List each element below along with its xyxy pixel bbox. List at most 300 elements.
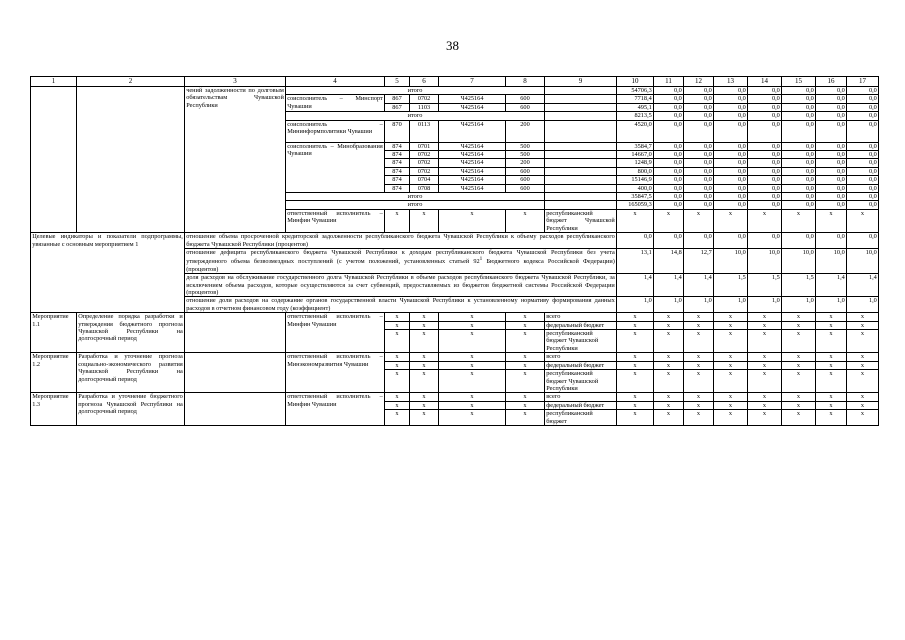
value-cell: x xyxy=(714,361,748,369)
budget-table xyxy=(30,76,879,426)
value-cell: 0,0 xyxy=(847,176,879,184)
code-cell: Ч425164 xyxy=(439,159,506,167)
indicator-row xyxy=(31,233,879,249)
value-cell: 0,0 xyxy=(847,120,879,142)
source-cell xyxy=(545,87,617,95)
value-cell: 0,0 xyxy=(816,87,847,95)
value-cell: x xyxy=(617,370,654,393)
value-cell: x xyxy=(684,313,714,321)
value-cell: x xyxy=(847,361,879,369)
measure-label: Мероприятие 1.3 xyxy=(31,393,77,426)
value-cell: x xyxy=(847,209,879,232)
code-cell: 0113 xyxy=(410,120,439,142)
header-cell: 14 xyxy=(748,77,782,87)
value-cell: x xyxy=(748,410,782,426)
header-cell: 9 xyxy=(545,77,617,87)
value-cell: x xyxy=(782,353,816,361)
value-cell: x xyxy=(748,330,782,353)
code-cell: x xyxy=(410,330,439,353)
value-cell: 0,0 xyxy=(748,193,782,201)
value-cell: 0,0 xyxy=(847,142,879,150)
code-cell: x xyxy=(439,393,506,401)
source-cell xyxy=(545,95,617,103)
code-cell: 500 xyxy=(506,151,545,159)
value-cell: x xyxy=(782,410,816,426)
indicators-label: Целевые индикаторы и показатели подпрограммы, увязанные с основным мероприятием 1 xyxy=(31,233,185,313)
value-cell: 0,0 xyxy=(684,95,714,103)
value-cell: 0,0 xyxy=(748,142,782,150)
value-cell: x xyxy=(654,401,684,409)
source-cell xyxy=(545,120,617,142)
value-cell: 0,0 xyxy=(684,159,714,167)
value-cell: 0,0 xyxy=(654,103,684,111)
value-cell: 0,0 xyxy=(714,142,748,150)
value-cell: x xyxy=(748,313,782,321)
value-cell: 1,4 xyxy=(816,274,847,297)
code-cell: x xyxy=(506,370,545,393)
value-cell: x xyxy=(816,370,847,393)
value-cell: x xyxy=(816,209,847,232)
value-cell: x xyxy=(654,209,684,232)
executor-cell: ответственный исполнитель – Минэкономразвития Чувашии xyxy=(286,353,385,393)
value-cell: 1,0 xyxy=(748,297,782,313)
value-cell: x xyxy=(816,353,847,361)
value-cell: 0,0 xyxy=(816,159,847,167)
value-cell: x xyxy=(617,353,654,361)
code-cell: 200 xyxy=(506,159,545,167)
header-cell: 4 xyxy=(286,77,385,87)
code-cell: x xyxy=(506,330,545,353)
value-cell: 12,7 xyxy=(684,248,714,273)
value-cell: 1,0 xyxy=(684,297,714,313)
value-cell: x xyxy=(748,401,782,409)
value-cell: 165059,3 xyxy=(617,201,654,209)
value-cell: 0,0 xyxy=(782,201,816,209)
code-cell: x xyxy=(410,313,439,321)
value-cell: 0,0 xyxy=(816,112,847,120)
header-cell: 7 xyxy=(439,77,506,87)
value-cell: 0,0 xyxy=(684,167,714,175)
value-cell: x xyxy=(654,313,684,321)
value-cell: x xyxy=(617,393,654,401)
value-cell: 14,8 xyxy=(654,248,684,273)
value-cell: 0,0 xyxy=(782,159,816,167)
executor-cell: ответственный исполнитель – Минфин Чувашии xyxy=(286,209,385,232)
code-cell: x xyxy=(410,361,439,369)
value-cell: x xyxy=(816,321,847,329)
code-cell: x xyxy=(385,313,410,321)
measure-description: Определение порядка разработки и утверждения бюджетного прогноза Чувашской Республики на долгосрочный период xyxy=(77,313,185,353)
source-cell: республиканский бюджет Чувашской Республики xyxy=(545,330,617,353)
value-cell: x xyxy=(617,209,654,232)
value-cell: 15146,9 xyxy=(617,176,654,184)
code-cell: x xyxy=(439,370,506,393)
value-cell: 0,0 xyxy=(684,184,714,192)
code-cell: Ч425164 xyxy=(439,95,506,103)
value-cell: x xyxy=(684,410,714,426)
source-cell xyxy=(545,103,617,111)
value-cell: x xyxy=(714,353,748,361)
value-cell: 0,0 xyxy=(654,193,684,201)
source-cell: республиканский бюджет Чувашской Республики xyxy=(546,209,615,232)
executor-cell: ответственный исполнитель – Минфин Чувашии xyxy=(286,393,385,426)
value-cell: x xyxy=(714,410,748,426)
value-cell: 0,0 xyxy=(847,87,879,95)
value-cell: 1,4 xyxy=(847,274,879,297)
value-cell: x xyxy=(782,370,816,393)
table-row xyxy=(31,87,879,95)
value-cell: 0,0 xyxy=(782,142,816,150)
indicator-text-part: отношение дефицита республиканского бюджета Чувашской Республики к доходам республиканского бюджета Чувашской Республики без учета утвержденного объема безвозмездных поступлений (с учетом положений, установленных статьей 92 xyxy=(186,248,615,266)
value-cell: 0,0 xyxy=(816,103,847,111)
value-cell: x xyxy=(748,321,782,329)
value-cell: x xyxy=(847,353,879,361)
code-cell: x xyxy=(506,393,545,401)
code-cell: Ч425164 xyxy=(439,184,506,192)
header-cell: 6 xyxy=(410,77,439,87)
value-cell: 0,0 xyxy=(782,95,816,103)
value-cell: x xyxy=(816,313,847,321)
value-cell: 0,0 xyxy=(748,201,782,209)
source-cell: всего xyxy=(545,313,617,321)
value-cell: x xyxy=(684,361,714,369)
value-cell: 0,0 xyxy=(816,151,847,159)
code-cell: 500 xyxy=(506,142,545,150)
code-cell: x xyxy=(410,401,439,409)
code-cell: x xyxy=(439,321,506,329)
value-cell: 800,0 xyxy=(617,167,654,175)
value-cell: x xyxy=(684,353,714,361)
indicator-text: отношение объема просроченной кредиторской задолженности республиканского бюджета Чувашской Республики к объему расходов республиканского бюджета Чувашской Республики (процентов) xyxy=(186,233,615,248)
code-cell: Ч425164 xyxy=(439,151,506,159)
value-cell: 0,0 xyxy=(654,201,684,209)
code-cell: 874 xyxy=(385,184,410,192)
value-cell: 1,4 xyxy=(684,274,714,297)
value-cell: 0,0 xyxy=(654,87,684,95)
value-cell: 0,0 xyxy=(714,112,748,120)
value-cell: x xyxy=(782,361,816,369)
value-cell: 0,0 xyxy=(748,167,782,175)
value-cell: 0,0 xyxy=(714,184,748,192)
value-cell: 0,0 xyxy=(816,95,847,103)
measure-row xyxy=(31,313,879,321)
value-cell: 10,0 xyxy=(816,248,847,273)
source-cell xyxy=(545,142,617,150)
code-cell: x xyxy=(410,370,439,393)
measure-description: Разработка и уточнение бюджетного прогноза Чувашской Республики на долгосрочный период xyxy=(77,393,185,426)
measure-row xyxy=(31,393,879,401)
code-cell: 0701 xyxy=(410,142,439,150)
value-cell: x xyxy=(684,401,714,409)
value-cell: 0,0 xyxy=(748,159,782,167)
source-cell xyxy=(545,176,617,184)
value-cell: 0,0 xyxy=(847,103,879,111)
header-cell: 5 xyxy=(385,77,410,87)
code-cell: x xyxy=(385,321,410,329)
value-cell: 0,0 xyxy=(684,201,714,209)
value-cell: 0,0 xyxy=(816,233,847,249)
header-row xyxy=(31,77,879,87)
header-cell: 13 xyxy=(714,77,748,87)
measure-label: Мероприятие 1.2 xyxy=(31,353,77,393)
value-cell: 0,0 xyxy=(847,151,879,159)
code-cell: 867 xyxy=(385,95,410,103)
value-cell: x xyxy=(654,361,684,369)
value-cell: 1,5 xyxy=(782,274,816,297)
code-cell: 874 xyxy=(385,159,410,167)
col3-cell xyxy=(185,313,286,353)
code-cell: Ч425164 xyxy=(439,120,506,142)
code-cell: 1103 xyxy=(410,103,439,111)
source-cell xyxy=(545,167,617,175)
source-cell: всего xyxy=(545,353,617,361)
total-label: итого xyxy=(286,201,545,209)
code-cell: x xyxy=(439,401,506,409)
code-cell: 874 xyxy=(385,167,410,175)
value-cell: 0,0 xyxy=(816,176,847,184)
value-cell: 0,0 xyxy=(654,184,684,192)
value-cell: 0,0 xyxy=(748,95,782,103)
header-cell: 8 xyxy=(506,77,545,87)
value-cell: 0,0 xyxy=(654,167,684,175)
value-cell: 3584,7 xyxy=(617,142,654,150)
value-cell: 1,0 xyxy=(654,297,684,313)
value-cell: x xyxy=(714,321,748,329)
header-cell: 1 xyxy=(31,77,77,87)
value-cell: 0,0 xyxy=(816,184,847,192)
code-cell: 0702 xyxy=(410,167,439,175)
source-cell: всего xyxy=(545,393,617,401)
indicator-text: отношение доли расходов на содержание органов государственной власти Чувашской Республики к установленному нормативу формирования данных расходов в отчетном финансовом году (коэффициент) xyxy=(186,297,615,312)
value-cell: 1,0 xyxy=(714,297,748,313)
code-cell: x xyxy=(385,361,410,369)
value-cell: 1,5 xyxy=(748,274,782,297)
value-cell: x xyxy=(617,313,654,321)
value-cell: 0,0 xyxy=(748,184,782,192)
value-cell: 1,0 xyxy=(782,297,816,313)
value-cell: 0,0 xyxy=(782,184,816,192)
indicator-text: доля расходов на обслуживание государственного долга Чувашской Республики в объеме расходов республиканского бюджета Чувашской Республики, за исключением объема расходов, которые осуществляются за счет субвенций, предоставляемых из бюджетов бюджетной системы Российской Федерации (процентов) xyxy=(186,274,615,297)
value-cell: 7718,4 xyxy=(617,95,654,103)
value-cell: 14667,0 xyxy=(617,151,654,159)
code-cell: x xyxy=(439,313,506,321)
value-cell: x xyxy=(816,393,847,401)
value-cell: 0,0 xyxy=(816,201,847,209)
code-cell: Ч425164 xyxy=(439,167,506,175)
value-cell: 0,0 xyxy=(782,151,816,159)
value-cell: x xyxy=(617,321,654,329)
header-cell: 15 xyxy=(782,77,816,87)
source-cell: республиканский бюджет Чувашской Республики xyxy=(545,370,617,393)
code-cell: x xyxy=(385,401,410,409)
value-cell: x xyxy=(654,353,684,361)
value-cell: x xyxy=(684,321,714,329)
value-cell: 0,0 xyxy=(684,112,714,120)
value-cell: 0,0 xyxy=(714,167,748,175)
value-cell: 0,0 xyxy=(847,184,879,192)
source-cell xyxy=(545,151,617,159)
value-cell: 0,0 xyxy=(684,151,714,159)
value-cell: x xyxy=(816,410,847,426)
value-cell: 0,0 xyxy=(782,176,816,184)
value-cell: 0,0 xyxy=(654,142,684,150)
code-cell: 874 xyxy=(385,176,410,184)
col3-cell xyxy=(185,393,286,426)
value-cell: 0,0 xyxy=(654,112,684,120)
header-cell: 10 xyxy=(617,77,654,87)
value-cell: 0,0 xyxy=(748,233,782,249)
value-cell: 10,0 xyxy=(782,248,816,273)
value-cell: 0,0 xyxy=(847,201,879,209)
value-cell: 0,0 xyxy=(684,233,714,249)
value-cell: x xyxy=(847,321,879,329)
code-cell: x xyxy=(439,361,506,369)
value-cell: 0,0 xyxy=(847,95,879,103)
value-cell: 54706,3 xyxy=(617,87,654,95)
value-cell: 0,0 xyxy=(684,142,714,150)
code-cell: 867 xyxy=(385,103,410,111)
value-cell: 0,0 xyxy=(654,233,684,249)
value-cell: 0,0 xyxy=(617,233,654,249)
code-cell: Ч425164 xyxy=(439,176,506,184)
code-cell: x xyxy=(439,209,506,232)
code-cell: 600 xyxy=(506,167,545,175)
value-cell: x xyxy=(847,330,879,353)
code-cell: x xyxy=(506,401,545,409)
executor-cell: соисполнитель – Минобразования Чувашии xyxy=(286,142,385,192)
value-cell: 1,4 xyxy=(654,274,684,297)
code-cell: x xyxy=(506,410,545,426)
code-cell: 600 xyxy=(506,95,545,103)
value-cell: 35847,5 xyxy=(617,193,654,201)
value-cell: x xyxy=(782,313,816,321)
value-cell: x xyxy=(782,401,816,409)
value-cell: 0,0 xyxy=(714,87,748,95)
value-cell: 0,0 xyxy=(714,233,748,249)
total-label: итого xyxy=(286,112,545,120)
value-cell: x xyxy=(684,330,714,353)
page-number: 38 xyxy=(446,38,459,53)
code-cell: 0702 xyxy=(410,159,439,167)
code-cell: x xyxy=(385,330,410,353)
value-cell: 0,0 xyxy=(847,167,879,175)
value-cell: x xyxy=(847,313,879,321)
source-cell: федеральный бюджет xyxy=(545,361,617,369)
value-cell: x xyxy=(617,330,654,353)
value-cell: x xyxy=(654,410,684,426)
code-cell: x xyxy=(410,410,439,426)
measure-label: Мероприятие 1.1 xyxy=(31,313,77,353)
value-cell: 1,0 xyxy=(816,297,847,313)
value-cell: 0,0 xyxy=(714,103,748,111)
value-cell: 0,0 xyxy=(816,142,847,150)
code-cell: 0708 xyxy=(410,184,439,192)
value-cell: 1248,9 xyxy=(617,159,654,167)
value-cell: x xyxy=(748,353,782,361)
value-cell: x xyxy=(714,313,748,321)
value-cell: x xyxy=(816,401,847,409)
value-cell: x xyxy=(782,330,816,353)
value-cell: 0,0 xyxy=(748,103,782,111)
value-cell: 10,0 xyxy=(847,248,879,273)
source-cell: федеральный бюджет xyxy=(545,401,617,409)
value-cell: x xyxy=(847,410,879,426)
value-cell: 0,0 xyxy=(654,151,684,159)
value-cell: x xyxy=(714,401,748,409)
source-cell xyxy=(545,201,617,209)
header-cell: 11 xyxy=(654,77,684,87)
value-cell: 10,0 xyxy=(714,248,748,273)
code-cell: 600 xyxy=(506,176,545,184)
value-cell: 0,0 xyxy=(714,201,748,209)
code-cell: x xyxy=(506,321,545,329)
value-cell: 0,0 xyxy=(847,193,879,201)
code-cell: x xyxy=(410,353,439,361)
value-cell: 0,0 xyxy=(654,120,684,142)
value-cell: 1,5 xyxy=(714,274,748,297)
value-cell: x xyxy=(816,361,847,369)
col2-cell xyxy=(77,87,185,233)
value-cell: 0,0 xyxy=(782,233,816,249)
value-cell: x xyxy=(847,370,879,393)
code-cell: 874 xyxy=(385,142,410,150)
source-cell: федеральный бюджет xyxy=(545,321,617,329)
value-cell: x xyxy=(714,393,748,401)
value-cell: x xyxy=(782,321,816,329)
code-cell: 874 xyxy=(385,151,410,159)
code-cell: x xyxy=(385,393,410,401)
header-cell: 17 xyxy=(847,77,879,87)
code-cell: 870 xyxy=(385,120,410,142)
value-cell: 0,0 xyxy=(816,120,847,142)
code-cell: x xyxy=(506,313,545,321)
value-cell: 0,0 xyxy=(847,159,879,167)
value-cell: 0,0 xyxy=(847,233,879,249)
executor-cell: ответственный исполнитель – Минфин Чувашии xyxy=(286,313,385,353)
value-cell: 400,0 xyxy=(617,184,654,192)
value-cell: x xyxy=(617,410,654,426)
code-cell: x xyxy=(385,353,410,361)
source-cell: республиканский бюджет xyxy=(545,410,617,426)
code-cell: x xyxy=(410,393,439,401)
value-cell: 0,0 xyxy=(782,87,816,95)
value-cell: 1,0 xyxy=(847,297,879,313)
value-cell: x xyxy=(654,330,684,353)
value-cell: 0,0 xyxy=(782,193,816,201)
value-cell: 0,0 xyxy=(748,176,782,184)
value-cell: x xyxy=(816,330,847,353)
header-cell: 2 xyxy=(77,77,185,87)
value-cell: x xyxy=(654,393,684,401)
value-cell: 0,0 xyxy=(684,193,714,201)
value-cell: x xyxy=(748,393,782,401)
code-cell: 0702 xyxy=(410,95,439,103)
value-cell: 0,0 xyxy=(782,120,816,142)
value-cell: x xyxy=(654,321,684,329)
source-cell xyxy=(545,184,617,192)
source-cell xyxy=(545,193,617,201)
code-cell: x xyxy=(439,353,506,361)
code-cell: x xyxy=(385,209,410,232)
col3-cell xyxy=(185,353,286,393)
header-cell: 3 xyxy=(185,77,286,87)
executor-cell: соисполнитель – Мининформполитики Чувашии xyxy=(286,120,385,142)
value-cell: x xyxy=(748,209,782,232)
code-cell: 600 xyxy=(506,103,545,111)
value-cell: x xyxy=(654,370,684,393)
value-cell: 0,0 xyxy=(684,103,714,111)
code-cell: x xyxy=(410,209,439,232)
